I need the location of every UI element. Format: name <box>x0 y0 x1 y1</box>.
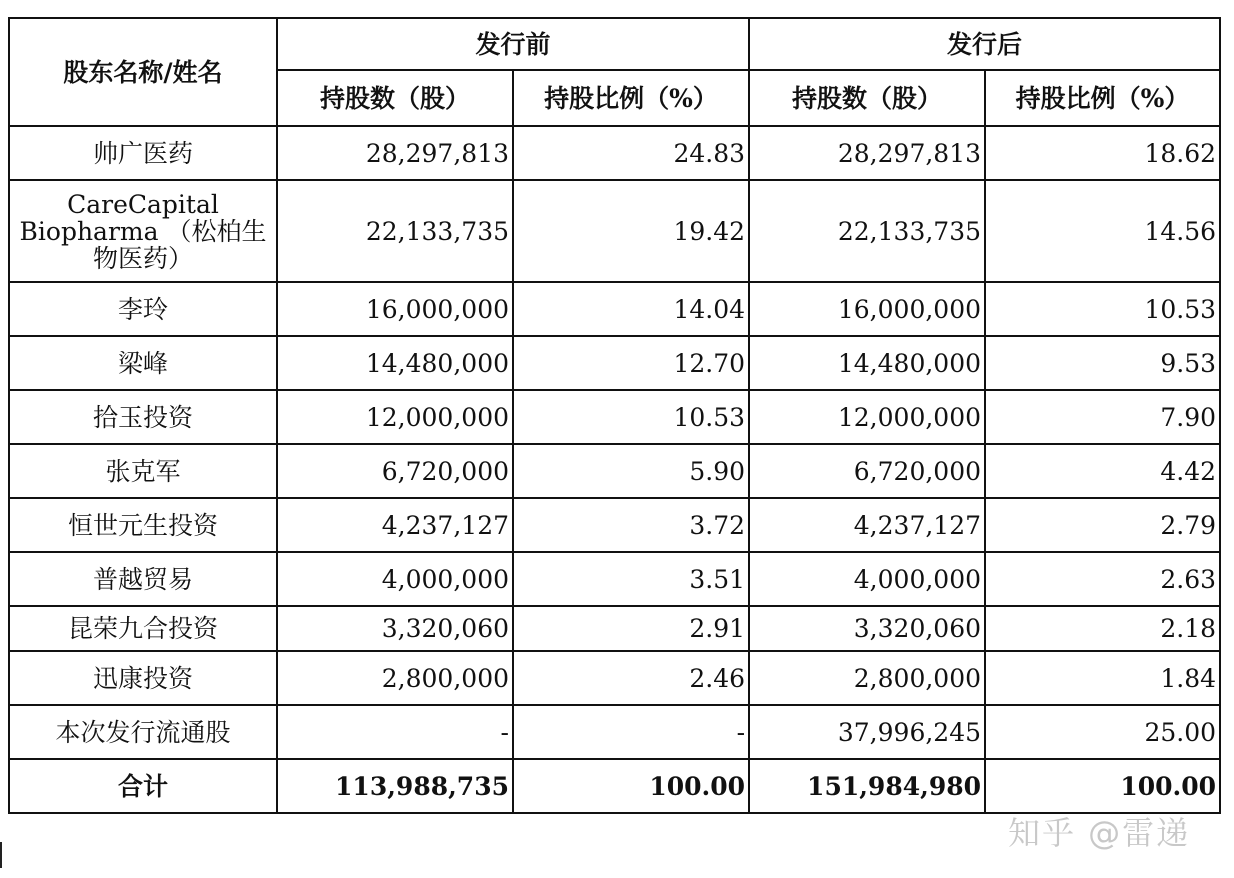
before-shares: 22,133,735 <box>277 180 513 282</box>
shareholder-name: 恒世元生投资 <box>9 498 277 552</box>
before-shares: 3,320,060 <box>277 606 513 651</box>
zhihu-watermark: 知乎 @雷递 <box>1008 814 1191 852</box>
before-ratio: - <box>513 705 749 759</box>
after-shares: 4,237,127 <box>749 498 985 552</box>
after-ratio: 7.90 <box>985 390 1220 444</box>
shareholder-name: 梁峰 <box>9 336 277 390</box>
before-ratio: 24.83 <box>513 126 749 180</box>
table-row <box>9 651 1220 705</box>
before-ratio: 12.70 <box>513 336 749 390</box>
shareholder-name: 普越贸易 <box>9 552 277 606</box>
after-ratio: 4.42 <box>985 444 1220 498</box>
after-shares: 28,297,813 <box>749 126 985 180</box>
after-ratio: 25.00 <box>985 705 1220 759</box>
header-after-ratio: 持股比例（%） <box>985 70 1220 126</box>
shareholder-name: 迅康投资 <box>9 651 277 705</box>
before-shares: 4,237,127 <box>277 498 513 552</box>
before-ratio: 3.51 <box>513 552 749 606</box>
header-before-shares: 持股数（股） <box>277 70 513 126</box>
after-ratio: 14.56 <box>985 180 1220 282</box>
after-ratio: 2.79 <box>985 498 1220 552</box>
before-ratio: 14.04 <box>513 282 749 336</box>
header-shareholder-name: 股东名称/姓名 <box>9 18 277 126</box>
header-after-issue: 发行后 <box>749 18 1220 70</box>
shareholder-name: 拾玉投资 <box>9 390 277 444</box>
total-after-shares: 151,984,980 <box>749 759 985 813</box>
header-before-ratio: 持股比例（%） <box>513 70 749 126</box>
header-after-shares: 持股数（股） <box>749 70 985 126</box>
table-row <box>9 552 1220 606</box>
shareholder-name: 昆荣九合投资 <box>9 606 277 651</box>
before-ratio: 2.46 <box>513 651 749 705</box>
total-before-ratio: 100.00 <box>513 759 749 813</box>
table-row <box>9 282 1220 336</box>
after-shares: 37,996,245 <box>749 705 985 759</box>
after-shares: 3,320,060 <box>749 606 985 651</box>
table-row <box>9 336 1220 390</box>
shareholder-name: 张克军 <box>9 444 277 498</box>
table-row <box>9 180 1220 282</box>
after-shares: 4,000,000 <box>749 552 985 606</box>
table-row <box>9 606 1220 651</box>
before-ratio: 10.53 <box>513 390 749 444</box>
shareholder-name: 帅广医药 <box>9 126 277 180</box>
before-ratio: 19.42 <box>513 180 749 282</box>
before-ratio: 2.91 <box>513 606 749 651</box>
before-shares: 2,800,000 <box>277 651 513 705</box>
after-ratio: 2.18 <box>985 606 1220 651</box>
after-shares: 6,720,000 <box>749 444 985 498</box>
before-shares: 4,000,000 <box>277 552 513 606</box>
before-ratio: 3.72 <box>513 498 749 552</box>
shareholder-name: 李玲 <box>9 282 277 336</box>
before-shares: - <box>277 705 513 759</box>
before-shares: 14,480,000 <box>277 336 513 390</box>
table-row <box>9 444 1220 498</box>
after-ratio: 10.53 <box>985 282 1220 336</box>
text-cursor <box>0 842 2 868</box>
total-before-shares: 113,988,735 <box>277 759 513 813</box>
header-before-issue: 发行前 <box>277 18 749 70</box>
after-ratio: 9.53 <box>985 336 1220 390</box>
before-shares: 28,297,813 <box>277 126 513 180</box>
after-shares: 16,000,000 <box>749 282 985 336</box>
after-ratio: 2.63 <box>985 552 1220 606</box>
after-shares: 14,480,000 <box>749 336 985 390</box>
shareholder-name: 本次发行流通股 <box>9 705 277 759</box>
after-shares: 22,133,735 <box>749 180 985 282</box>
after-ratio: 1.84 <box>985 651 1220 705</box>
before-shares: 12,000,000 <box>277 390 513 444</box>
before-shares: 16,000,000 <box>277 282 513 336</box>
shareholding-table <box>8 17 1221 814</box>
total-label: 合计 <box>9 759 277 813</box>
table-row <box>9 126 1220 180</box>
total-after-ratio: 100.00 <box>985 759 1220 813</box>
before-ratio: 5.90 <box>513 444 749 498</box>
after-ratio: 18.62 <box>985 126 1220 180</box>
table-row <box>9 390 1220 444</box>
after-shares: 12,000,000 <box>749 390 985 444</box>
after-shares: 2,800,000 <box>749 651 985 705</box>
table-row <box>9 498 1220 552</box>
table-row <box>9 705 1220 759</box>
shareholder-name: CareCapital Biopharma （松柏生物医药） <box>9 180 277 282</box>
before-shares: 6,720,000 <box>277 444 513 498</box>
total-row <box>9 759 1220 813</box>
